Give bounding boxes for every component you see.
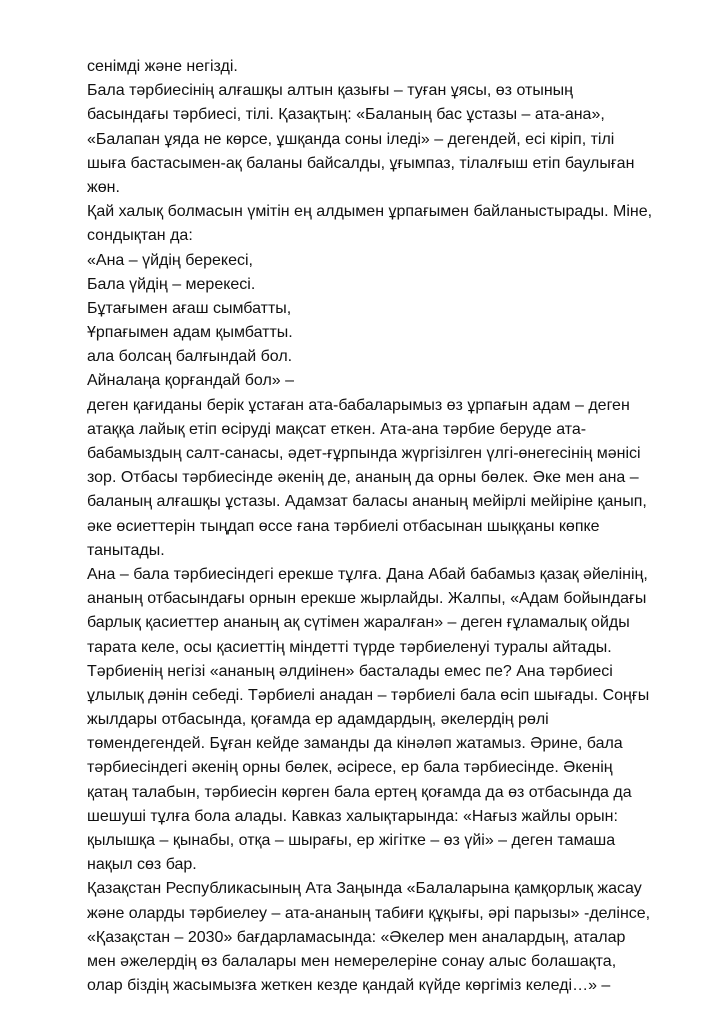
text-line: сондықтан да: xyxy=(87,227,193,245)
text-line: және оларды тәрбиелеу – ата-ананың табиғи құқығы, әрі парызы» -делінсе, xyxy=(87,904,651,922)
poem-line: Ұрпағымен адам қымбатты. xyxy=(87,324,293,342)
text-line: деген қағиданы берік ұстаған ата-бабаларымыз өз ұрпағын адам – деген xyxy=(87,396,630,414)
text-line: зор. Отбасы тәрбиесінде әкенің де, ананың да орны бөлек. Әке мен ана – xyxy=(87,469,639,487)
text-line: шешуші тұлға бола алады. Кавказ халықтарында: «Нағыз жайлы орын: xyxy=(87,807,618,825)
text-line: Ана – бала тәрбиесіндегі ерекше тұлға. Дана Абай бабамыз қазақ әйелінің, xyxy=(87,565,648,583)
text-line: нақыл сөз бар. xyxy=(87,856,197,874)
text-line: Қазақстан Республикасының Ата Заңында «Балаларына қамқорлық жасау xyxy=(87,880,642,898)
text-line: тарата келе, осы қасиеттің міндетті түрде тәрбиеленуі туралы айтады. xyxy=(87,638,612,656)
poem-line: ала болсаң балғындай бол. xyxy=(87,348,293,366)
text-line: барлық қасиеттер ананың ақ сүтімен жаралған» – деген ғұламалық ойды xyxy=(87,614,630,632)
text-line: мен әжелердің өз балалары мен немерелеріне сонау алыс болашақта, xyxy=(87,952,617,970)
text-line: «Қазақстан – 2030» бағдарламасында: «Әкелер мен аналардың, аталар xyxy=(87,928,626,946)
text-line: басындағы тәрбиесі, тілі. Қазақтың: «Баланың бас ұстазы – ата-ана», xyxy=(87,106,605,124)
poem-line: Бұтағымен ағаш сымбатты, xyxy=(87,299,292,317)
text-line: танытады. xyxy=(87,541,165,559)
poem-line: Айналаңа қорғандай бол» – xyxy=(87,372,295,390)
text-line: қатаң талабын, тәрбиесін көрген бала ертең қоғамда да өз отбасында да xyxy=(87,783,632,801)
text-line: жылдары отбасында, қоғамда ер адамдардың, әкелердің рөлі xyxy=(87,711,549,729)
poem-line: Бала үйдің – мерекесі. xyxy=(87,275,256,293)
text-line: тәрбиесіндегі әкенің орны бөлек, әсіресе, ер бала тәрбиесінде. Әкенің xyxy=(87,759,613,777)
text-line: Қай халық болмасын үмітін ең алдымен ұрпағымен байланыстырады. Міне, xyxy=(87,203,653,221)
text-line: Тәрбиенің негізі «ананың әлдиінен» басталады емес пе? Ана тәрбиесі xyxy=(87,662,613,680)
text-line: бабамыздың салт-санасы, әдет-ғұрпында жүргізілген үлгі-өнегесінің мәнісі xyxy=(87,445,641,462)
text-line: қылышқа – қынабы, отқа – шырағы, ер жігітке – өз үйі» – деген тамаша xyxy=(87,832,616,849)
text-line: шыға бастасымен-ақ баланы байсалды, ұғымпаз, тілалғыш етіп баулыған xyxy=(87,154,635,172)
text-line: төмендегендей. Бұған кейде заманды да кінәләп жатамыз. Әрине, бала xyxy=(87,735,623,753)
text-line: сенімді және негізді. xyxy=(87,58,238,75)
text-line: Бала тәрбиесінің алғашқы алтын қазығы – туған ұясы, өз отының xyxy=(87,82,574,100)
text-line: ананың отбасындағы орнын ерекше жырлайды. Жалпы, «Адам бойындағы xyxy=(87,590,647,608)
text-line: әке өсиеттерін тыңдап өссе ғана тәрбиелі отбасынан шыққаны көпке xyxy=(87,517,600,535)
text-line: атаққа лайық етіп өсіруді мақсат еткен. Ата-ана тәрбие беруде ата- xyxy=(87,420,587,438)
text-line: жөн. xyxy=(87,178,120,196)
text-line: «Балапан ұяда не көрсе, ұшқанда соны іледі» – дегендей, есі кіріп, тілі xyxy=(87,130,615,148)
text-line: ұлылық дәнін себеді. Тәрбиелі анадан – тәрбиелі бала өсіп шығады. Соңғы xyxy=(87,686,650,704)
poem-line: «Ана – үйдің берекесі, xyxy=(87,251,253,269)
text-line: баланың алғашқы ұстазы. Адамзат баласы ананың мейірлі мейіріне қанып, xyxy=(87,493,647,511)
document-body-text xyxy=(87,55,687,998)
text-line: олар біздің жасымызға жеткен кезде қандай күйде көргіміз келеді…» – xyxy=(87,977,611,995)
